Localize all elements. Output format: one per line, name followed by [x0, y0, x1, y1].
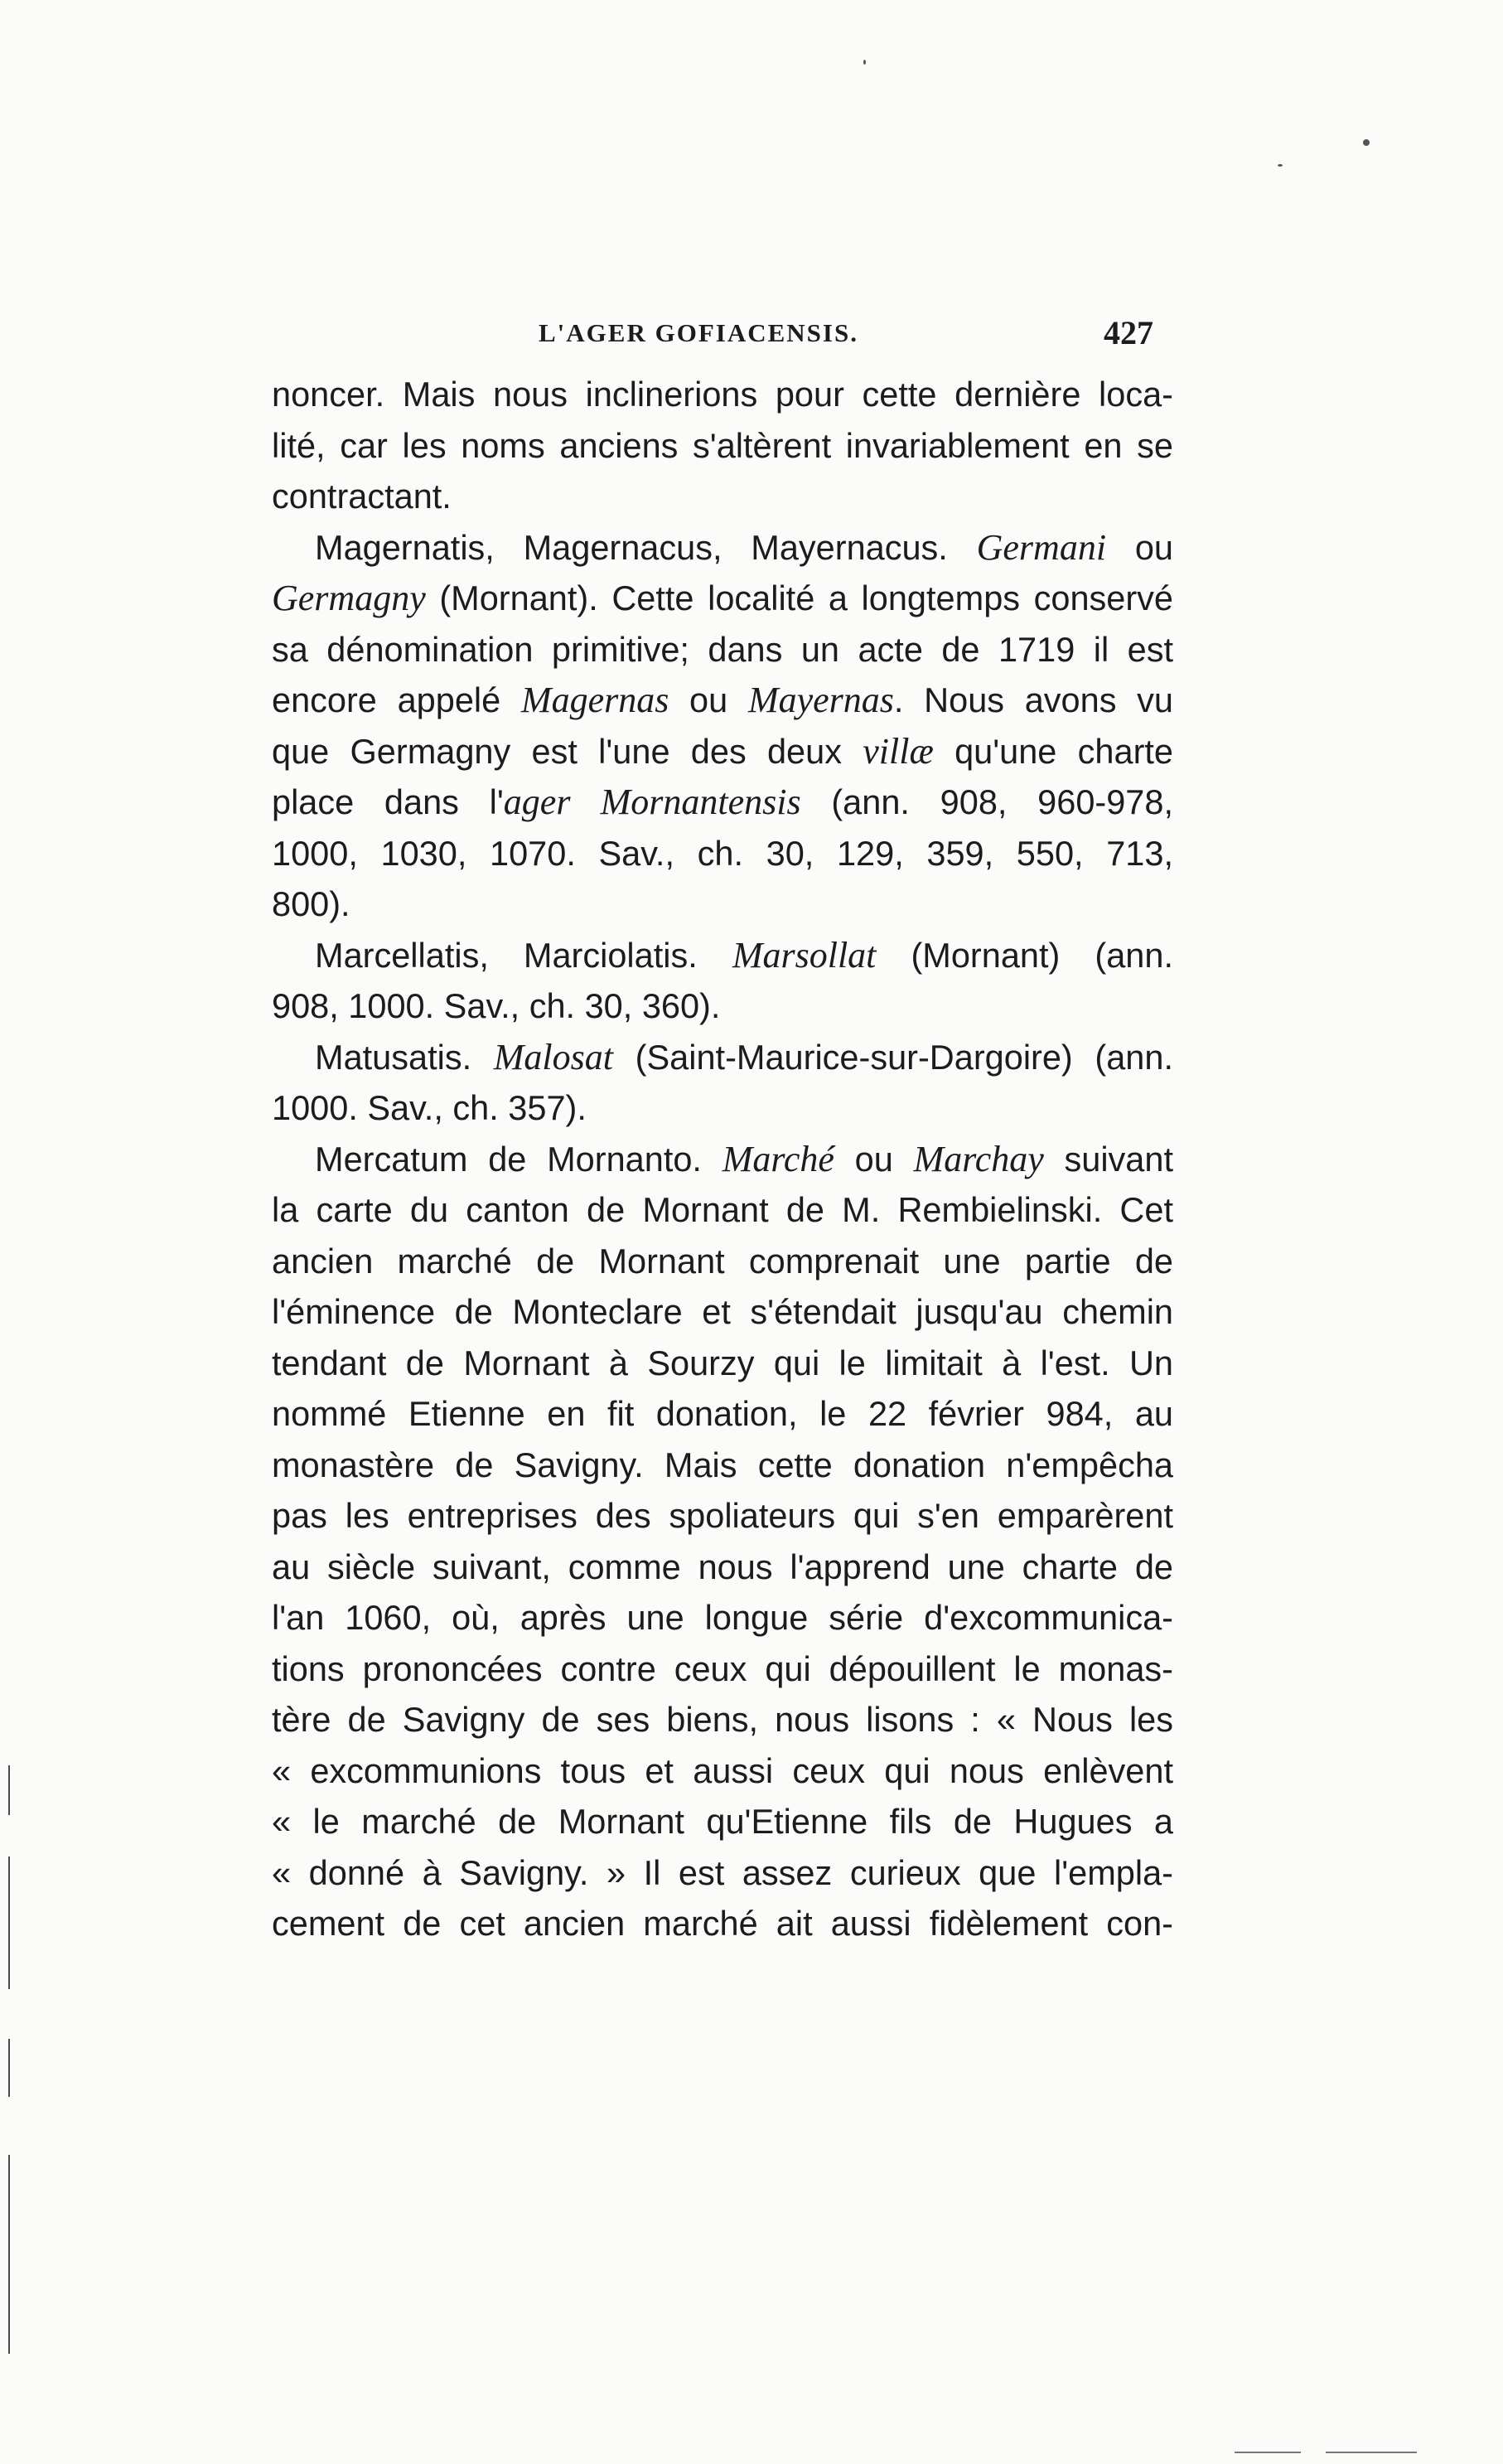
text-segment: l'an 1060, où, après une longue série d'excommunica-: [272, 1598, 1173, 1637]
text-segment: ou: [834, 1139, 914, 1179]
left-margin-mark: [8, 2155, 10, 2354]
text-line: [272, 1592, 1173, 1643]
text-line: [272, 1338, 1173, 1389]
text-line: [272, 1236, 1173, 1287]
text-segment: 1000, 1030, 1070. Sav., ch. 30, 129, 359, 550, 713,: [272, 833, 1173, 873]
text-segment: ou: [669, 680, 748, 719]
text-segment: encore appelé: [272, 680, 521, 719]
text-segment: sa dénomination primitive; dans un acte de 1719 il est: [272, 629, 1173, 669]
text-segment: « excommunions tous et aussi ceux qui nous enlèvent: [272, 1750, 1173, 1790]
text-segment: la carte du canton de Mornant de M. Rembielinski. Cet: [272, 1190, 1173, 1229]
text-line: [272, 1082, 1173, 1134]
text-line: [272, 471, 1173, 522]
dust-speck: [863, 60, 866, 65]
text-segment: (Mornant) (ann.: [876, 935, 1173, 975]
text-segment: qu'une charte: [933, 731, 1173, 771]
page-header: [273, 313, 1160, 363]
text-line: [272, 1694, 1173, 1745]
text-line: [272, 828, 1173, 879]
page-number: 427: [1104, 314, 1153, 351]
text-segment: Matusatis.: [315, 1037, 494, 1077]
text-segment: ancien marché de Mornant comprenait une partie de: [272, 1241, 1173, 1280]
text-segment: place dans l': [272, 782, 504, 821]
text-line: [272, 930, 1173, 981]
text-segment: (ann. 908, 960-978,: [800, 782, 1173, 821]
text-line: [272, 726, 1173, 777]
text-line: [272, 420, 1173, 472]
text-segment: l'éminence de Monteclare et s'étendait jusqu'au chemin: [272, 1292, 1173, 1331]
text-segment: (Mornant). Cette localité a longtemps conservé: [425, 578, 1173, 617]
text-segment: « donné à Savigny. » Il est assez curieux que l'empla-: [272, 1852, 1173, 1892]
italic-text: Germani: [976, 526, 1107, 568]
dust-speck: [1363, 139, 1370, 146]
text-segment: que Germagny est l'une des deux: [272, 731, 863, 771]
text-line: [272, 1745, 1173, 1797]
text-line: [272, 522, 1173, 574]
text-segment: « le marché de Mornant qu'Etienne fils de Hugues a: [272, 1802, 1173, 1841]
text-line: [272, 1184, 1173, 1236]
text-segment: . Nous avons vu: [893, 680, 1173, 719]
italic-text: Marché: [722, 1138, 834, 1179]
italic-text: villæ: [863, 730, 934, 772]
italic-text: ager Mornantensis: [503, 782, 801, 822]
left-margin-mark: [8, 2039, 10, 2097]
italic-text: Magernas: [520, 680, 669, 720]
text-segment: (Saint-Maurice-sur-Dargoire) (ann.: [613, 1037, 1173, 1077]
text-line: [272, 1643, 1173, 1695]
text-segment: Mercatum de Mornanto.: [315, 1139, 723, 1179]
bottom-scan-edge: [1235, 2452, 1301, 2453]
text-line: [272, 1898, 1173, 1949]
text-line: [272, 369, 1173, 420]
text-segment: nommé Etienne en fit donation, le 22 février 984, au: [272, 1394, 1173, 1433]
text-line: [272, 675, 1173, 726]
text-line: [272, 1490, 1173, 1542]
text-segment: noncer. Mais nous inclinerions pour cette dernière loca-: [272, 375, 1173, 414]
text-line: [272, 1032, 1173, 1083]
text-segment: 1000. Sav., ch. 357).: [272, 1088, 587, 1127]
text-segment: tions prononcées contre ceux qui dépouillent le monas-: [272, 1648, 1173, 1688]
running-title: L'AGER GOFIACENSIS.: [539, 318, 858, 347]
text-line: [272, 1440, 1173, 1491]
text-segment: contractant.: [272, 477, 452, 516]
text-segment: cement de cet ancien marché ait aussi fidèlement con-: [272, 1904, 1173, 1943]
text-line: [272, 1388, 1173, 1440]
text-line: [272, 1134, 1173, 1185]
text-segment: pas les entreprises des spoliateurs qui s'en emparèrent: [272, 1496, 1173, 1535]
italic-text: Germagny: [272, 578, 426, 618]
text-segment: lité, car les noms anciens s'altèrent invariablement en se: [272, 425, 1173, 465]
italic-text: Mayernas: [747, 680, 894, 720]
text-line: [272, 1796, 1173, 1847]
text-segment: monastère de Savigny. Mais cette donation n'empêcha: [272, 1445, 1173, 1484]
italic-text: Marsollat: [732, 934, 877, 975]
left-margin-mark: [8, 1856, 10, 1989]
text-line: [272, 1542, 1173, 1593]
body-text: [272, 369, 1173, 1949]
text-line: [272, 624, 1173, 675]
italic-text: Marchay: [913, 1138, 1044, 1179]
text-segment: Marcellatis, Marciolatis.: [315, 935, 732, 975]
text-segment: suivant: [1043, 1139, 1173, 1179]
text-line: [272, 1847, 1173, 1899]
text-line: [272, 573, 1173, 624]
text-line: [272, 1286, 1173, 1338]
text-segment: tendant de Mornant à Sourzy qui le limitait à l'est. Un: [272, 1343, 1173, 1382]
text-line: [272, 980, 1173, 1032]
left-margin-mark: [8, 1765, 10, 1815]
text-segment: 908, 1000. Sav., ch. 30, 360).: [272, 986, 721, 1025]
text-line: [272, 777, 1173, 828]
text-segment: 800).: [272, 884, 350, 923]
text-segment: au siècle suivant, comme nous l'apprend une charte de: [272, 1547, 1173, 1586]
italic-text: Malosat: [493, 1036, 614, 1077]
text-segment: tère de Savigny de ses biens, nous lisons : « Nous les: [272, 1700, 1173, 1739]
dust-speck: [1278, 164, 1283, 167]
bottom-scan-edge: [1326, 2452, 1417, 2453]
text-segment: ou: [1106, 527, 1173, 567]
text-segment: Magernatis, Magernacus, Mayernacus.: [315, 527, 977, 567]
text-line: [272, 879, 1173, 930]
